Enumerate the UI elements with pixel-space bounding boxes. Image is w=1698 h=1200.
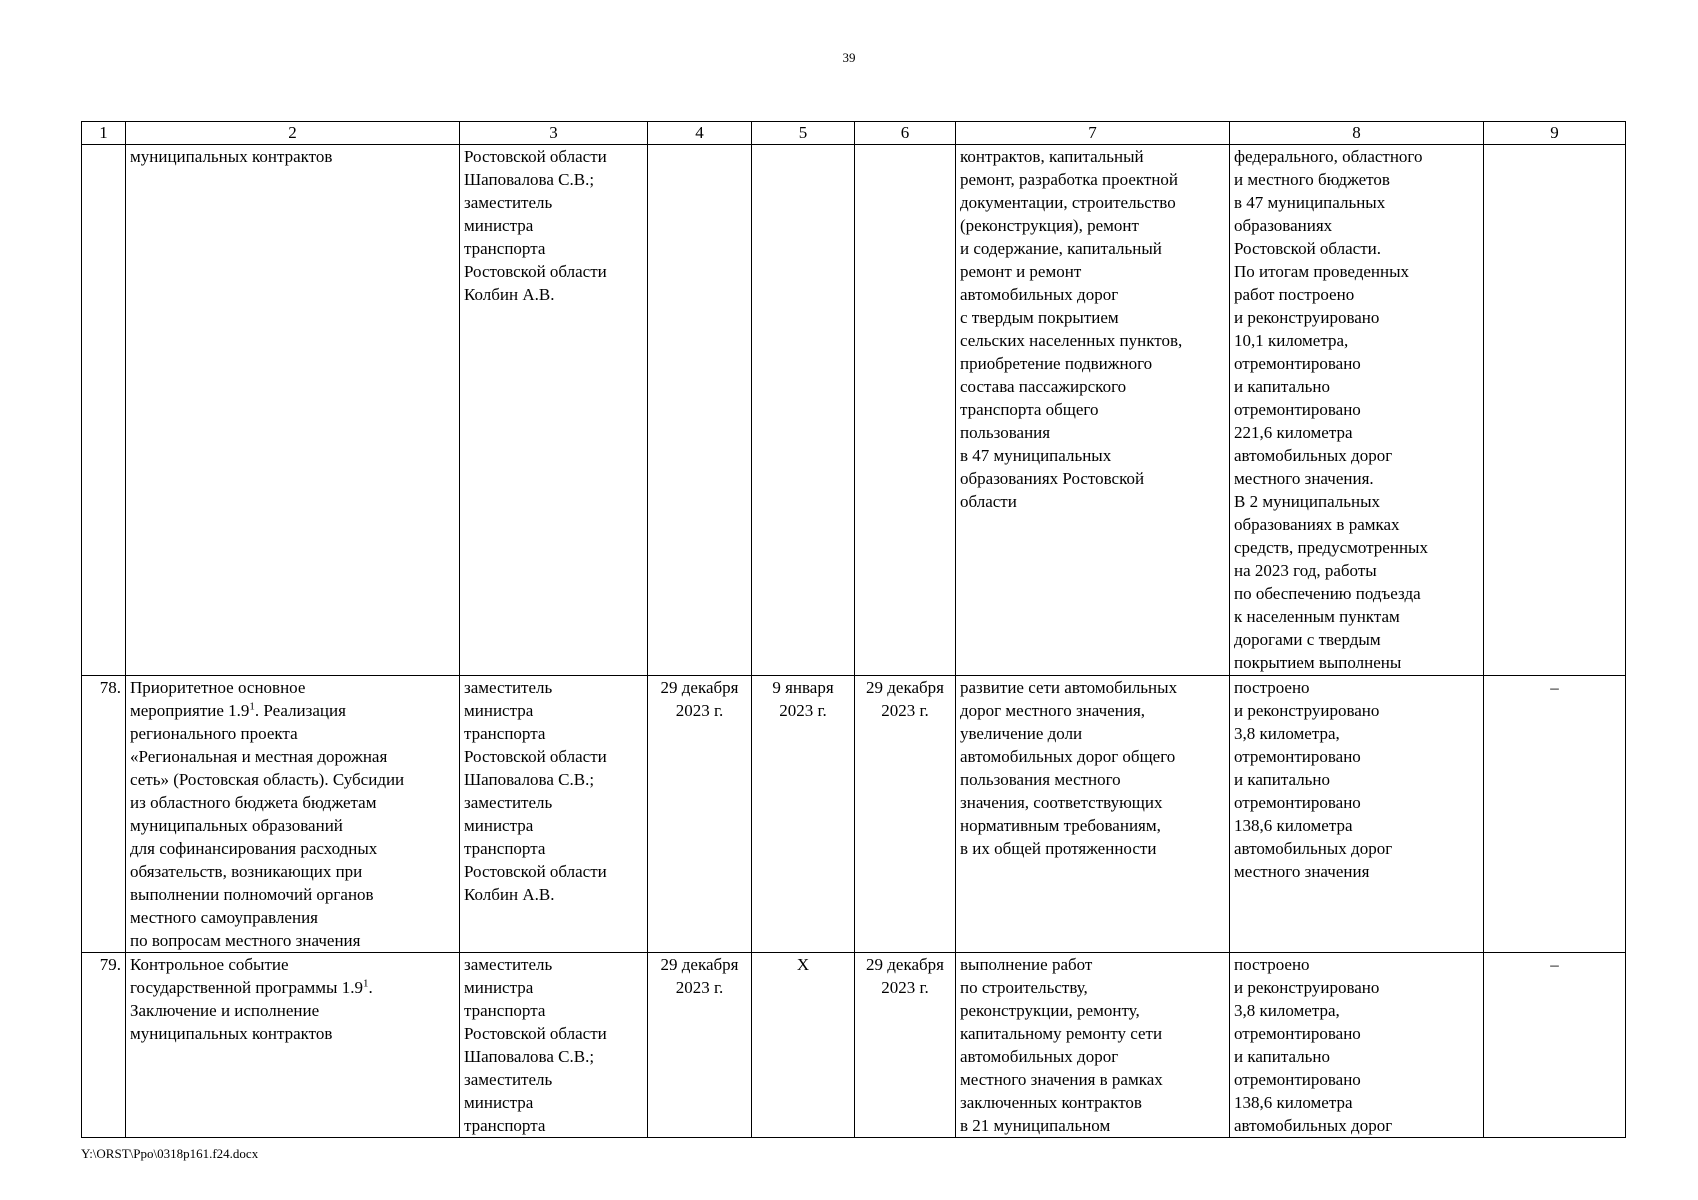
column-header: 9 — [1484, 122, 1626, 145]
column-header: 6 — [855, 122, 956, 145]
activity-name — [126, 676, 460, 953]
activities-table — [81, 121, 1626, 1138]
table-row — [82, 145, 1626, 676]
actual-result-cell: построено и реконструировано 3,8 километра, отремонтировано и капитально отремонтировано 138,6 километра автомобильных дорог — [1230, 953, 1484, 1138]
planned-end-cell: 9 января 2023 г. — [752, 676, 855, 953]
table-row — [82, 676, 1626, 953]
responsible-cell: заместитель министра транспорта Ростовской области Шаповалова С.В.; заместитель министра транспорта Ростовской области Колбин А.В. — [460, 676, 648, 953]
planned-end-cell: Х — [752, 953, 855, 1138]
notes-cell: – — [1484, 676, 1626, 953]
file-path-footer: Y:\ORST\Ppo\0318p161.f24.docx — [81, 1146, 259, 1161]
superscript: 1 — [249, 700, 255, 713]
expected-result-cell: контрактов, капитальный ремонт, разработка проектной документации, строительство (реконструкция), ремонт и содержание, капитальный ремонт и ремонт автомобильных дорог с твердым покрытием сельских населенных пунктов, приобретение подвижного состава пассажирского транспорта общего пользования в 47 муниципальных образованиях Ростовской области — [956, 145, 1230, 676]
notes-cell — [1484, 145, 1626, 676]
actual-date-cell: 29 декабря 2023 г. — [855, 953, 956, 1138]
actual-result-cell: федерального, областного и местного бюджетов в 47 муниципальных образованиях Ростовской области. По итогам проведенных работ построено и реконструировано 10,1 километра, отремонтировано и капитально отремонтировано 221,6 километра автомобильных дорог местного значения. В 2 муниципальных образованиях в рамках средств, предусмотренных на 2023 год, работы по обеспечению подъезда к населенным пунктам дорогами с твердым покрытием выполнены — [1230, 145, 1484, 676]
notes-cell: – — [1484, 953, 1626, 1138]
responsible-cell: заместитель министра транспорта Ростовской области Шаповалова С.В.; заместитель министра транспорта — [460, 953, 648, 1138]
name-text: . Реализация регионального проекта «Региональная и местная дорожная сеть» (Ростовская область). Субсидии из областного бюджета бюджетам муниципальных образований для софинансирования расходных обязательств, возникающих при выполнении полномочий органов местного самоуправления по вопросам местного значения — [130, 701, 405, 950]
actual-result-cell: построено и реконструировано 3,8 километра, отремонтировано и капитально отремонтировано 138,6 километра автомобильных дорог местного значения — [1230, 676, 1484, 953]
column-header: 1 — [82, 122, 126, 145]
planned-start-cell — [648, 145, 752, 676]
row-number: 78. — [82, 676, 126, 953]
responsible-cell: Ростовской области Шаповалова С.В.; заместитель министра транспорта Ростовской области Колбин А.В. — [460, 145, 648, 676]
row-number: 79. — [82, 953, 126, 1138]
actual-date-cell: 29 декабря 2023 г. — [855, 676, 956, 953]
planned-end-cell — [752, 145, 855, 676]
column-header: 3 — [460, 122, 648, 145]
table-row — [82, 953, 1626, 1138]
activity-name — [126, 953, 460, 1138]
actual-date-cell — [855, 145, 956, 676]
name-text: Приоритетное основное мероприятие 1.9 — [130, 678, 306, 720]
activity-name: муниципальных контрактов — [126, 145, 460, 676]
column-number-row — [82, 122, 1626, 145]
page-number: 39 — [842, 50, 856, 65]
column-header: 5 — [752, 122, 855, 145]
expected-result-cell: выполнение работ по строительству, реконструкции, ремонту, капитальному ремонту сети автомобильных дорог местного значения в рамках заключенных контрактов в 21 муниципальном — [956, 953, 1230, 1138]
name-text: Контрольное событие государственной программы 1.9 — [130, 955, 363, 997]
expected-result-cell: развитие сети автомобильных дорог местного значения, увеличение доли автомобильных дорог общего пользования местного значения, соответствующих нормативным требованиям, в их общей протяженности — [956, 676, 1230, 953]
column-header: 7 — [956, 122, 1230, 145]
planned-start-cell: 29 декабря 2023 г. — [648, 953, 752, 1138]
name-text: . Заключение и исполнение муниципальных контрактов — [130, 978, 373, 1043]
planned-start-cell: 29 декабря 2023 г. — [648, 676, 752, 953]
superscript: 1 — [362, 977, 369, 990]
row-number — [82, 145, 126, 676]
column-header: 2 — [126, 122, 460, 145]
column-header: 8 — [1230, 122, 1484, 145]
column-header: 4 — [648, 122, 752, 145]
